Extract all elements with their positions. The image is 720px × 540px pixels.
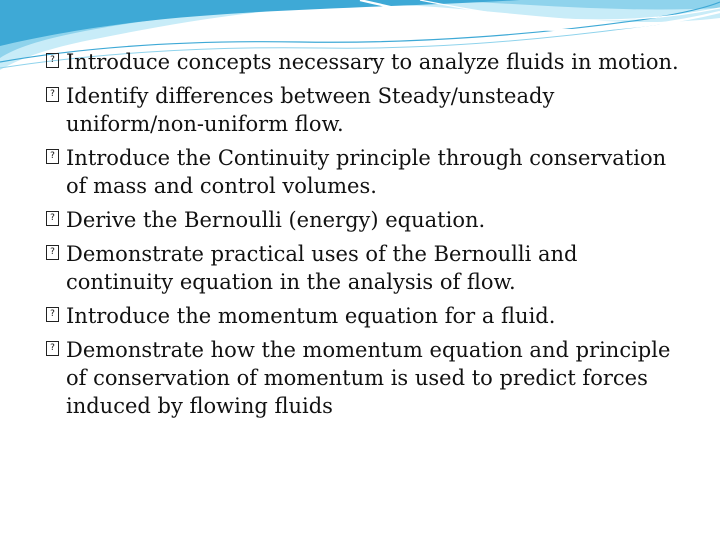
objective-text: Demonstrate how the momentum equation and principle of conservation of momentum is used to predict forces induced by flowing fluids: [66, 338, 671, 418]
missing-glyph-box-icon: ?: [46, 307, 59, 322]
objective-item: [46, 240, 686, 296]
objective-text: Identify differences between Steady/unsteady uniform/non-uniform flow.: [66, 84, 555, 136]
objective-item: [46, 302, 686, 330]
objective-item: [46, 144, 686, 200]
missing-glyph-box-icon: ?: [46, 87, 59, 102]
objective-item: [46, 336, 686, 420]
missing-glyph-box-icon: ?: [46, 211, 59, 226]
objectives-list: [46, 48, 686, 426]
objective-text: Introduce the momentum equation for a fluid.: [66, 304, 556, 328]
missing-glyph-box-icon: ?: [46, 245, 59, 260]
objective-text: Introduce concepts necessary to analyze fluids in motion.: [66, 50, 679, 74]
objective-item: [46, 206, 686, 234]
missing-glyph-box-icon: ?: [46, 149, 59, 164]
missing-glyph-box-icon: ?: [46, 53, 59, 68]
missing-glyph-box-icon: ?: [46, 341, 59, 356]
objective-text: Demonstrate practical uses of the Bernoulli and continuity equation in the analysis of flow.: [66, 242, 578, 294]
objective-text: Derive the Bernoulli (energy) equation.: [66, 208, 486, 232]
objective-item: [46, 48, 686, 76]
objective-text: Introduce the Continuity principle through conservation of mass and control volumes.: [66, 146, 667, 198]
objective-item: [46, 82, 686, 138]
